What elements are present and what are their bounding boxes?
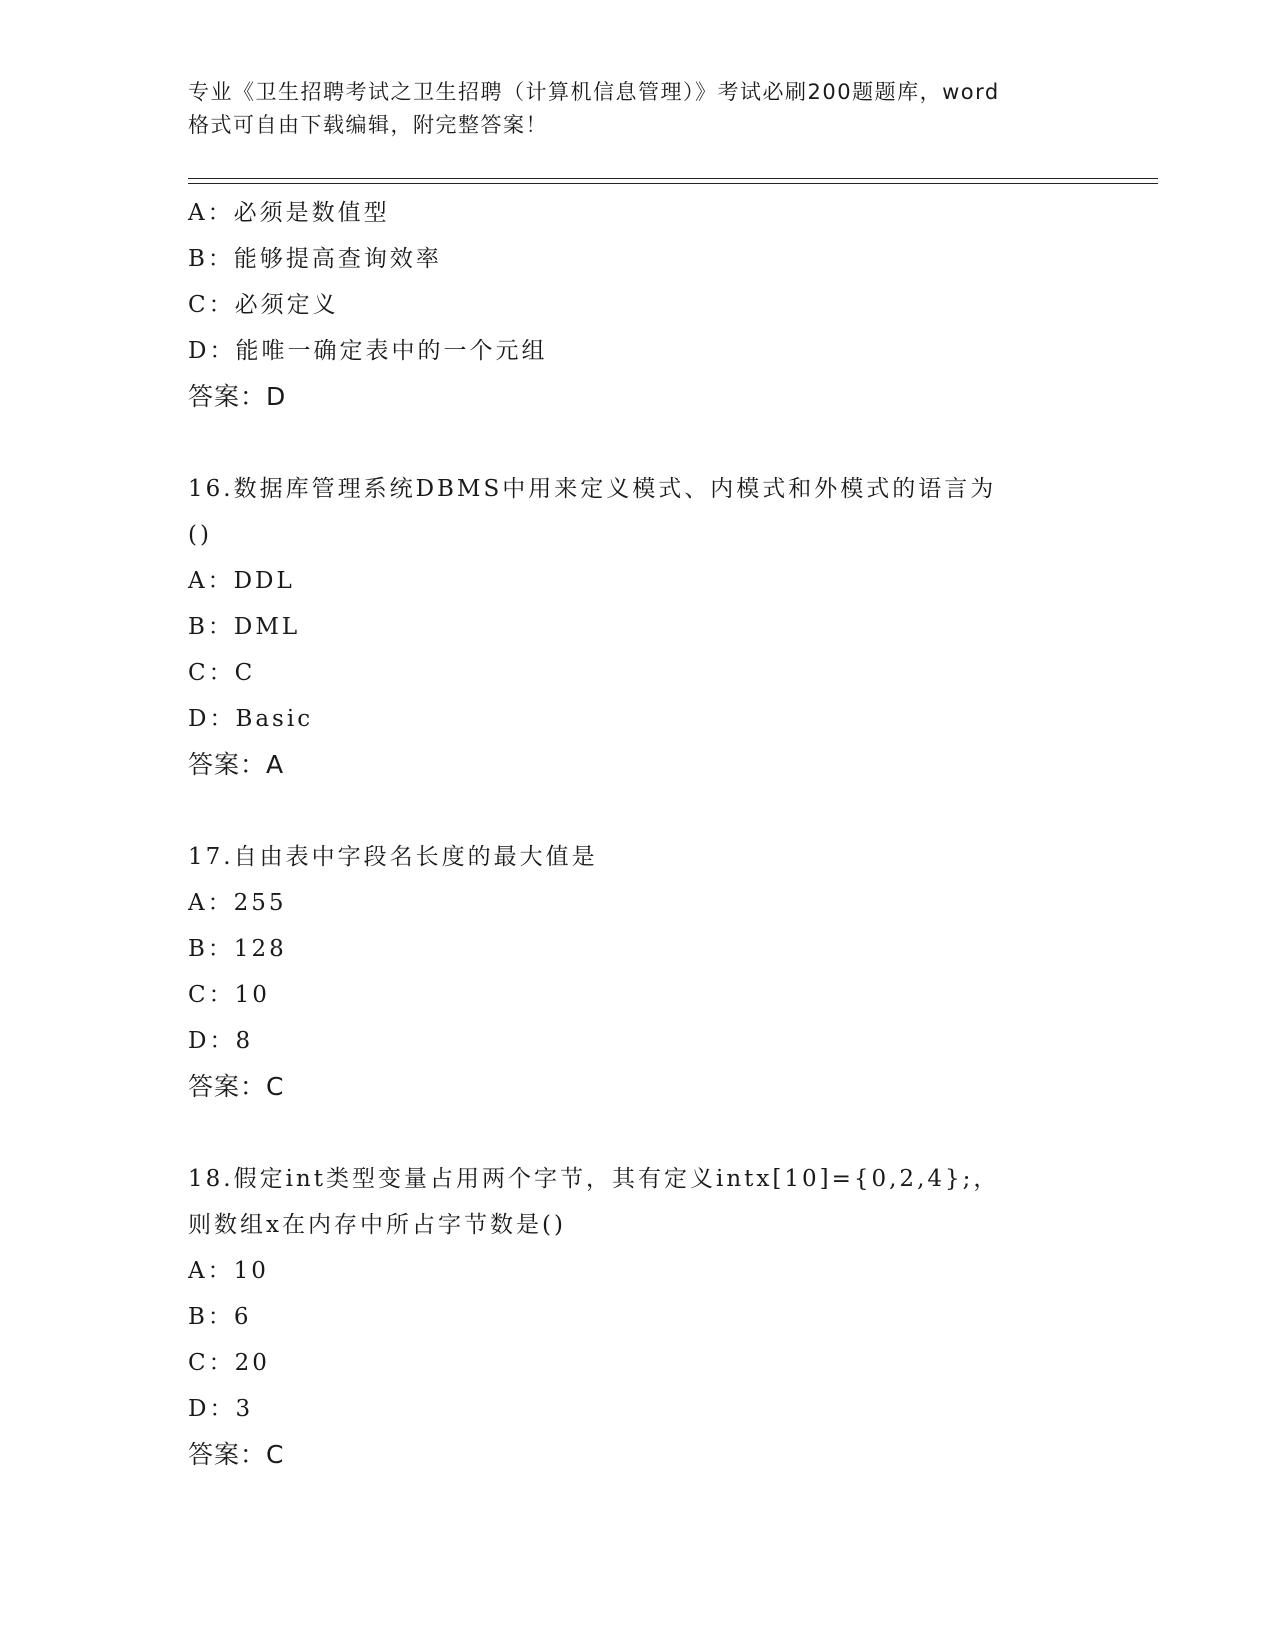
question-17-block — [188, 834, 1088, 1110]
option-c: C：10 — [188, 982, 270, 1008]
header-divider-bottom — [188, 183, 1158, 184]
option-a: A：必须是数值型 — [188, 200, 390, 226]
question-15-block — [188, 190, 1088, 420]
answer-line: 答案：C — [188, 1072, 285, 1101]
question-content — [188, 190, 1088, 1478]
option-c: C：C — [188, 660, 256, 686]
header-line-1: 专业《卫生招聘考试之卫生招聘（计算机信息管理）》考试必刷200题题库，word — [188, 80, 1000, 104]
option-a: A：DDL — [188, 568, 295, 594]
answer-line: 答案：C — [188, 1440, 285, 1469]
document-header — [188, 76, 1088, 142]
spacer — [188, 1110, 1088, 1156]
question-stem: 17.自由表中字段名长度的最大值是 — [188, 844, 598, 870]
option-d: D：Basic — [188, 706, 314, 732]
answer-line: 答案：A — [188, 750, 285, 779]
question-18-block — [188, 1156, 1088, 1478]
option-c: C：必须定义 — [188, 292, 339, 318]
option-b: B：128 — [188, 936, 287, 962]
option-b: B：DML — [188, 614, 301, 640]
question-stem: 18.假定int类型变量占用两个字节，其有定义intx[10]={0,2,4};， — [188, 1166, 1000, 1192]
question-16-block — [188, 466, 1088, 788]
question-stem: 16.数据库管理系统DBMS中用来定义模式、内模式和外模式的语言为 — [188, 476, 997, 502]
answer-line: 答案：D — [188, 382, 287, 411]
header-line-2: 格式可自由下载编辑，附完整答案！ — [188, 113, 548, 137]
spacer — [188, 420, 1088, 466]
option-d: D：8 — [188, 1028, 254, 1054]
spacer — [188, 788, 1088, 834]
option-a: A：10 — [188, 1258, 269, 1284]
option-a: A：255 — [188, 890, 287, 916]
option-b: B：能够提高查询效率 — [188, 246, 442, 272]
question-stem-continued: () — [188, 522, 212, 548]
option-d: D：能唯一确定表中的一个元组 — [188, 338, 548, 364]
option-b: B：6 — [188, 1304, 252, 1330]
question-stem-continued: 则数组x在内存中所占字节数是() — [188, 1212, 566, 1238]
header-divider-top — [188, 178, 1158, 179]
option-d: D：3 — [188, 1396, 254, 1422]
option-c: C：20 — [188, 1350, 270, 1376]
